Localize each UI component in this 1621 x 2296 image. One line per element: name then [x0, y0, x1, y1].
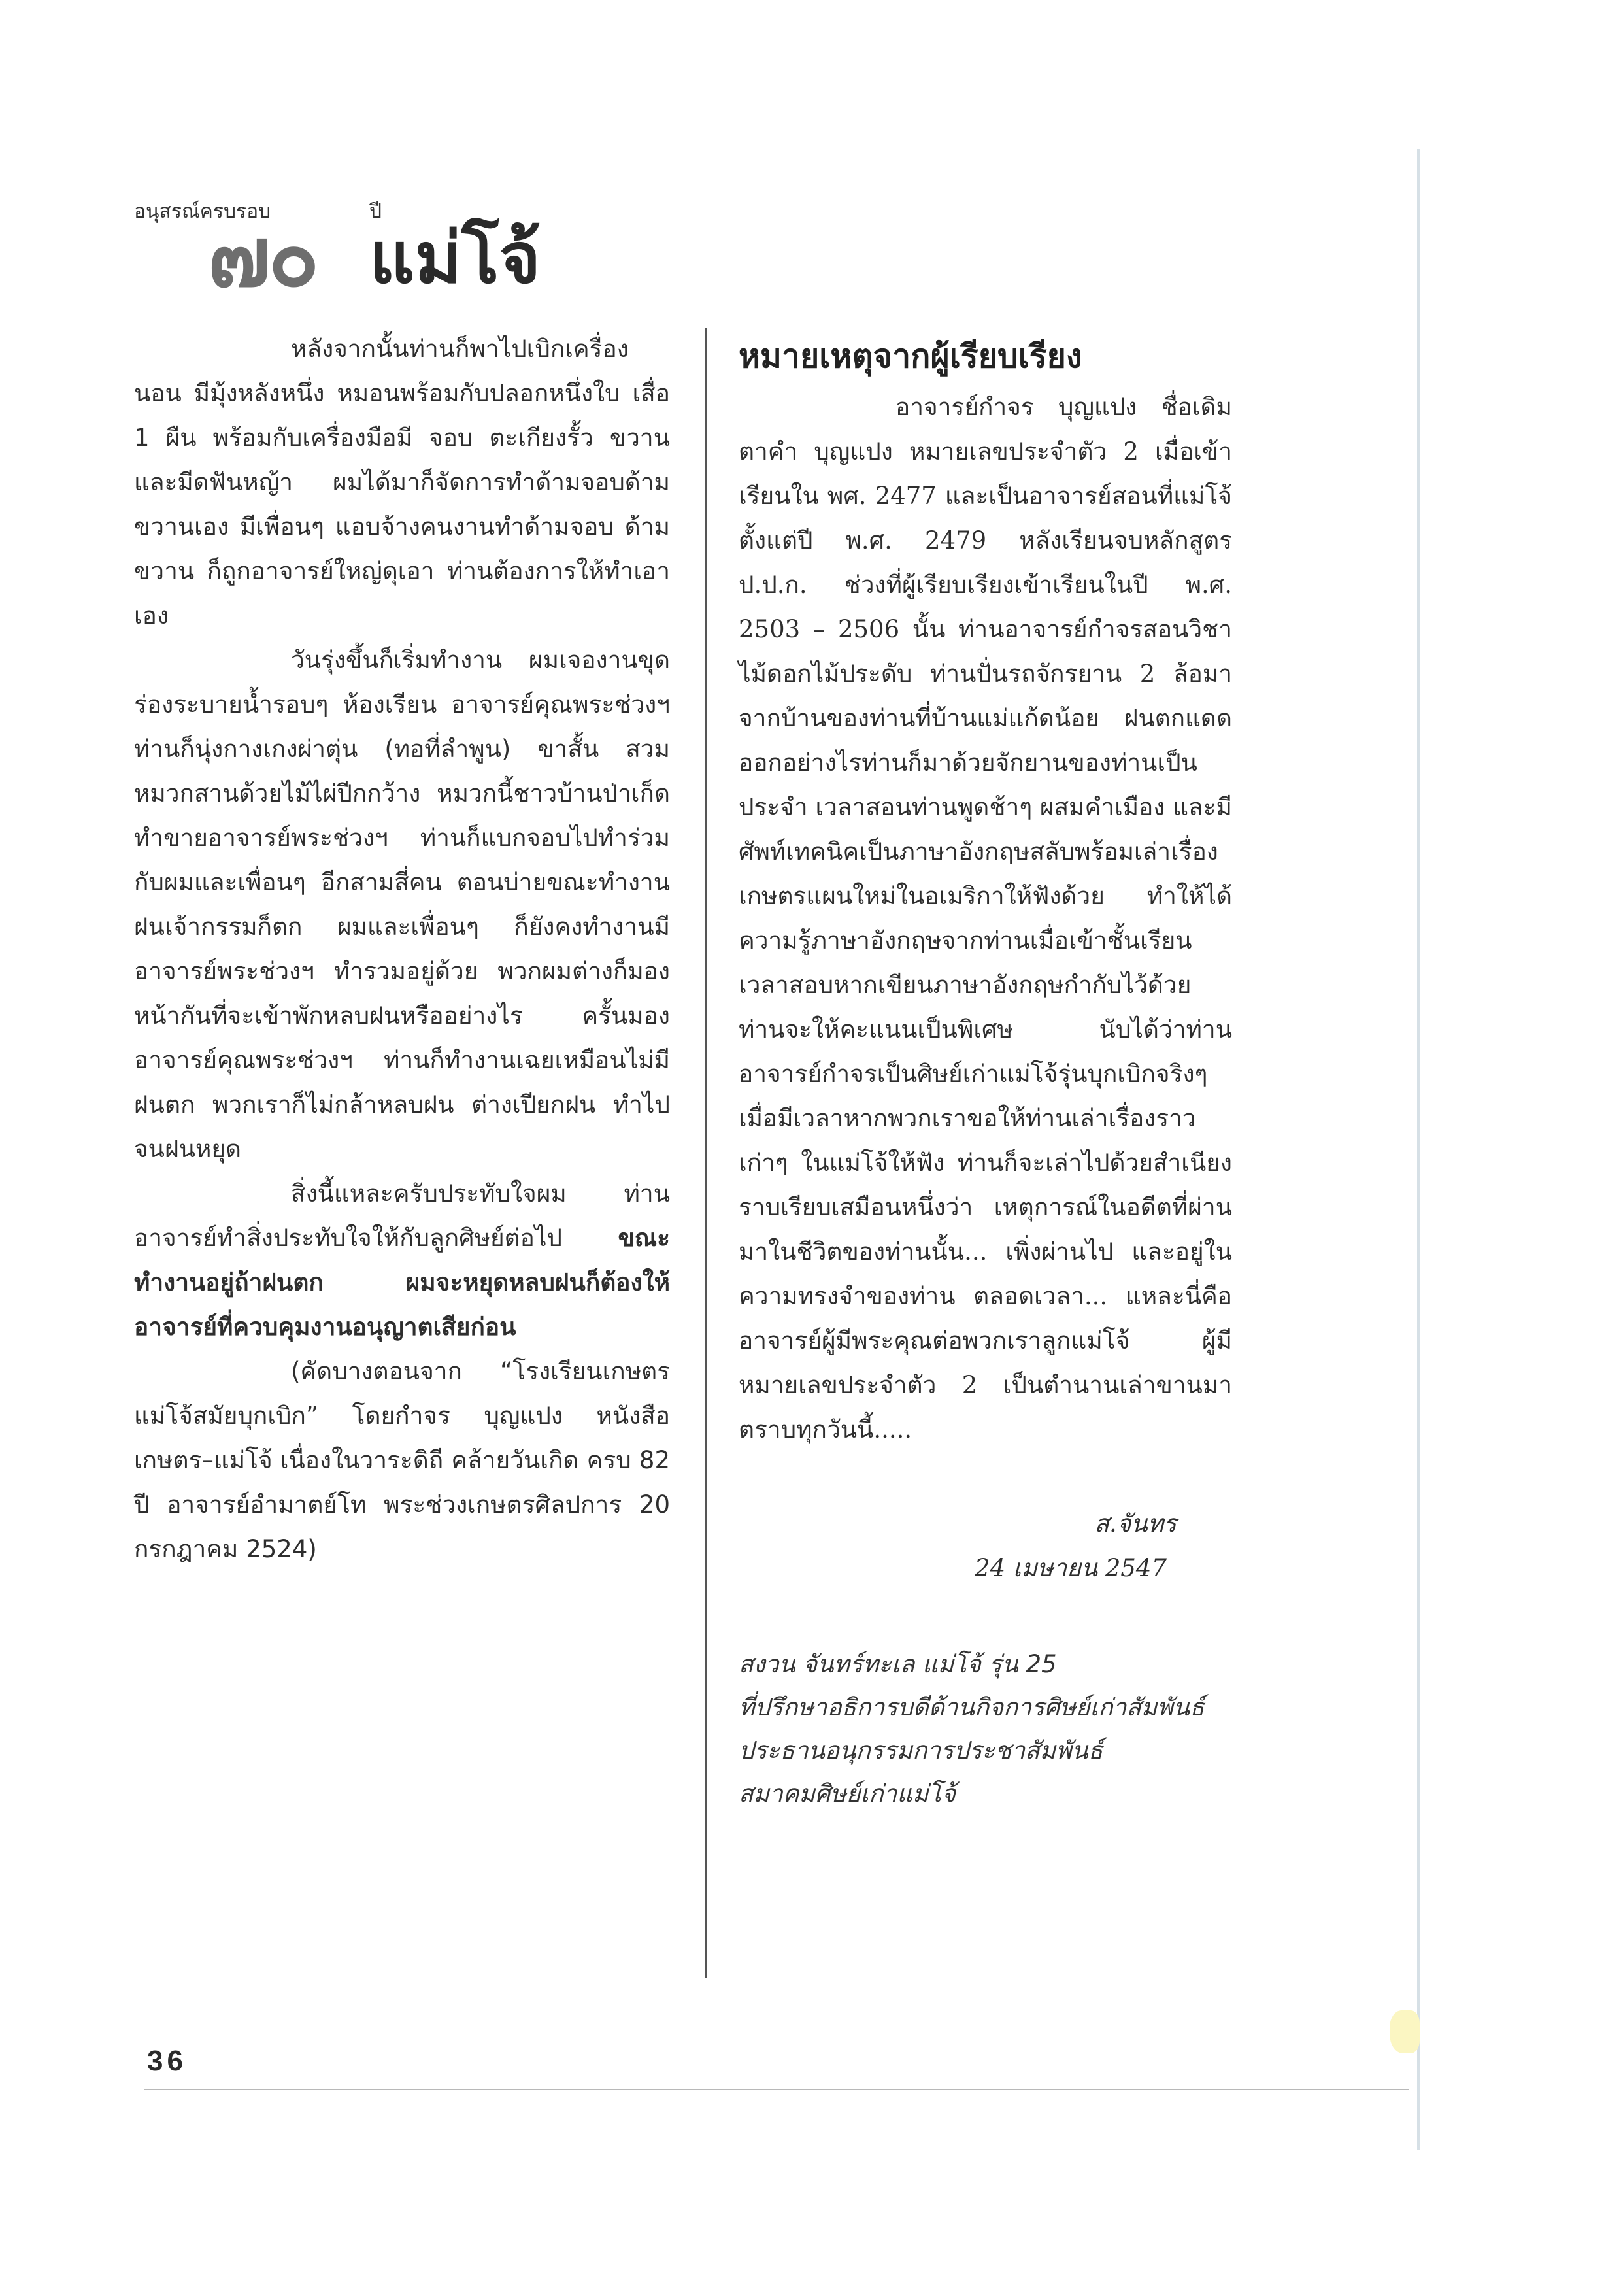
- logo-year-word: ปี: [369, 200, 382, 223]
- paragraph: หลังจากนั้นท่านก็พาไปเบิกเครื่องนอน มีมุ้งหลังหนึ่ง หมอนพร้อมกับปลอกหนึ่งใบ เสื่อ 1 ผืน พร้อมกับเครื่องมือมี จอบ ตะเกียงรั้ว ขวาน และมีดฟันหญ้า ผมได้มาก็จัดการทำด้ามจอบด้ามขวานเอง มีเพื่อนๆ แอบจ้างคนงานทำด้ามจอบ ด้ามขวาน ก็ถูกอาจารย์ใหญ่ดุเอา ท่านต้องการให้ทำเอาเอง: [134, 335, 670, 630]
- yellow-stain: [1390, 2010, 1420, 2053]
- signature-date: 24 เมษายน 2547: [975, 1554, 1167, 1582]
- citation-paragraph: (คัดบางตอนจาก “โรงเรียนเกษตรแม่โจ้สมัยบุกเบิก” โดยกำจร บุญแปง หนังสือ เกษตร–แม่โจ้ เนื่องในวาระดิถี คล้ายวันเกิด ครบ 82 ปี อาจารย์อำมาตย์โท พระช่วงเกษตรศิลปการ 20 กรกฎาคม 2524): [134, 1357, 670, 1563]
- credit-line: ประธานอนุกรรมการประชาสัมพันธ์: [739, 1736, 1103, 1764]
- paragraph: [134, 1172, 670, 1349]
- credit-line: สมาคมศิษย์เก่าแม่โจ้: [739, 1780, 956, 1808]
- page-edge-line: [1417, 149, 1420, 2150]
- footer-rule: [144, 2089, 1409, 2090]
- right-column: [739, 330, 1232, 1815]
- credit-line: สงวน จันทร์ทะเล แม่โจ้ รุ่น 25: [739, 1650, 1057, 1678]
- paragraph-emphasis: ขณะทำงานอยู่ถ้าฝนตก ผมจะหยุดหลบฝนก็ต้องให้อาจารย์ที่ควบคุมงานอนุญาตเสียก่อน: [134, 1224, 670, 1341]
- paragraph: อาจารย์กำจร บุญแปง ชื่อเดิม ตาคำ บุญแปง หมายเลขประจำตัว 2 เมื่อเข้าเรียนใน พศ. 2477 และเป็นอาจารย์สอนที่แม่โจ้ตั้งแต่ปี พ.ศ. 2479 หลังเรียนจบหลักสูตร ป.ป.ก. ช่วงที่ผู้เรียบเรียงเข้าเรียนในปี พ.ศ. 2503 – 2506 นั้น ท่านอาจารย์กำจรสอนวิชาไม้ดอกไม้ประดับ ท่านปั่นรถจักรยาน 2 ล้อมาจากบ้านของท่านที่บ้านแม่แก้ดน้อย ฝนตกแดดออกอย่างไรท่านก็มาด้วยจักยานของท่านเป็นประจำ เวลาสอนท่านพูดช้าๆ ผสมคำเมือง และมีศัพท์เทคนิคเป็นภาษาอังกฤษสลับพร้อมเล่าเรื่องเกษตรแผนใหม่ในอเมริกาให้ฟังด้วย ทำให้ได้ความรู้ภาษาอังกฤษจากท่านเมื่อเข้าชั้นเรียน เวลาสอบหากเขียนภาษาอังกฤษกำกับไว้ด้วยท่านจะให้คะแนนเป็นพิเศษ นับได้ว่าท่านอาจารย์กำจรเป็นศิษย์เก่าแม่โจ้รุ่นบุกเบิกจริงๆ เมื่อมีเวลาหากพวกเราขอให้ท่านเล่าเรื่องราวเก่าๆ ในแม่โจ้ให้ฟัง ท่านก็จะเล่าไปด้วยสำเนียงราบเรียบเสมือนหนึ่งว่า เหตุการณ์ในอดีตที่ผ่านมาในชีวิตของท่านนั้น... เพิ่งผ่านไป และอยู่ในความทรงจำของท่าน ตลอดเวลา... แหละนี่คือ อาจารย์ผู้มีพระคุณต่อพวกเราลูกแม่โจ้ ผู้มีหมายเลขประจำตัว 2 เป็นตำนานเล่าขานมาตราบทุกวันนี้.....: [739, 393, 1232, 1443]
- logo-caption: อนุสรณ์ครบรอบ: [134, 200, 271, 223]
- column-divider: [705, 328, 707, 1978]
- page-number: 36: [147, 2045, 187, 2077]
- author-credits: [739, 1643, 1232, 1815]
- signature: ส.จันทร: [1094, 1510, 1177, 1538]
- section-heading: หมายเหตุจากผู้เรียบเรียง: [739, 337, 1082, 375]
- left-column: [134, 327, 670, 1572]
- credit-line: ที่ปรึกษาอธิการบดีด้านกิจการศิษย์เก่าสัมพันธ์: [739, 1693, 1205, 1721]
- paragraph: วันรุ่งขึ้นก็เริ่มทำงาน ผมเจองานขุดร่องระบายน้ำรอบๆ ห้องเรียน อาจารย์คุณพระช่วงฯ ท่านก็นุ่งกางเกงผ่าตุ่น (ทอที่ลำพูน) ขาสั้น สวมหมวกสานด้วยไม้ไผ่ปีกกว้าง หมวกนี้ชาวบ้านป่าเก็ดทำขายอาจารย์พระช่วงฯ ท่านก็แบกจอบไปทำร่วมกับผมและเพื่อนๆ อีกสามสี่คน ตอนบ่ายขณะทำงานฝนเจ้ากรรมก็ตก ผมและเพื่อนๆ ก็ยังคงทำงานมีอาจารย์พระช่วงฯ ทำรวมอยู่ด้วย พวกผมต่างก็มองหน้ากันที่จะเข้าพักหลบฝนหรืออย่างไร ครั้นมองอาจารย์คุณพระช่วงฯ ท่านก็ทำงานเฉยเหมือนไม่มีฝนตก พวกเราก็ไม่กล้าหลบฝน ต่างเปียกฝน ทำไปจนฝนหยุด: [134, 646, 670, 1163]
- logo-name: แม่โจ้: [369, 218, 541, 299]
- logo-number: ๗๐: [208, 209, 317, 306]
- paragraph-text: สิ่งนี้แหละครับประทับใจผม ท่านอาจารย์ทำสิ่งประทับใจให้กับลูกศิษย์ต่อไป: [134, 1179, 670, 1252]
